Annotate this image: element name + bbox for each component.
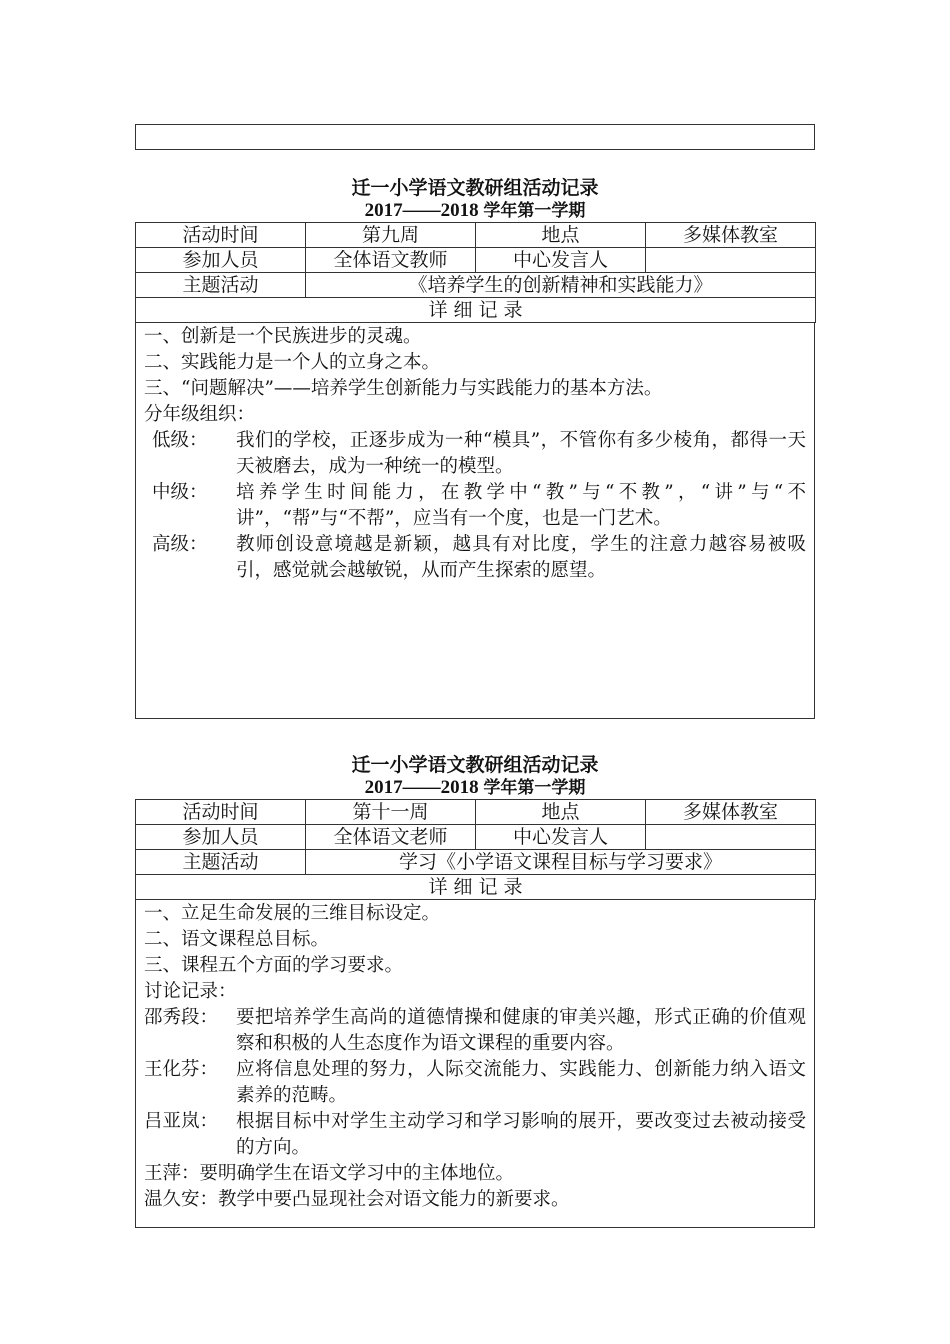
top-empty-box (135, 124, 815, 150)
speaker-name: 王萍： (144, 1163, 200, 1184)
speaker-label: 中心发言人 (476, 825, 646, 850)
record-term (135, 777, 815, 799)
speaker-label: 中心发言人 (476, 248, 646, 273)
people-label: 参加人员 (136, 825, 306, 850)
info-table (135, 222, 816, 323)
time-label: 活动时间 (136, 223, 306, 248)
place-value: 多媒体教室 (646, 800, 816, 825)
detail-body (135, 900, 815, 1228)
term-text: 学年第一学期 (483, 778, 586, 798)
speaker-name: 王化芬： (144, 1059, 219, 1080)
grade-text: 我们的学校，正逐步成为一种“模具”，不管你有多少棱角，都得一天天被磨去，成为一种统一的模型。 (236, 430, 806, 477)
detail-line: 三、课程五个方面的学习要求。 (144, 955, 404, 976)
term-text: 学年第一学期 (483, 201, 586, 221)
topic-label: 主题活动 (136, 850, 306, 875)
record-title: 迁一小学语文教研组活动记录 (351, 177, 599, 199)
speaker-text: 要把培养学生高尚的道德情操和健康的审美兴趣，形式正确的价值观察和积极的人生态度作为语文课程的重要内容。 (236, 1007, 806, 1054)
record-term (135, 200, 815, 222)
grade-entry-high (144, 532, 806, 584)
record-title: 迁一小学语文教研组活动记录 (351, 754, 599, 776)
discussion-entry (144, 1161, 806, 1187)
grade-text: 教师创设意境越是新颖，越具有对比度，学生的注意力越容易被吸引，感觉就会越敏锐，从而产生探索的愿望。 (236, 534, 806, 581)
info-table (135, 799, 816, 900)
speaker-text: 根据目标中对学生主动学习和学习影响的展开，要改变过去被动接受的方向。 (236, 1111, 806, 1158)
detail-line: 二、实践能力是一个人的立身之本。 (144, 352, 441, 373)
grade-label: 中级： (152, 482, 208, 503)
detail-line: 讨论记录： (144, 981, 237, 1002)
discussion-entry (144, 1109, 806, 1161)
place-value: 多媒体教室 (646, 223, 816, 248)
discussion-entry (144, 1005, 806, 1057)
people-label: 参加人员 (136, 248, 306, 273)
speaker-text: 要明确学生在语文学习中的主体地位。 (199, 1163, 515, 1184)
detail-line: 三、“问题解决”——培养学生创新能力与实践能力的基本方法。 (144, 378, 663, 399)
people-value: 全体语文老师 (306, 825, 476, 850)
speaker-name: 温久安： (144, 1189, 219, 1210)
detail-line: 二、语文课程总目标。 (144, 929, 330, 950)
discussion-entry (144, 1187, 806, 1213)
time-value: 第十一周 (306, 800, 476, 825)
topic-label: 主题活动 (136, 273, 306, 298)
discussion-entry (144, 1057, 806, 1109)
detail-line: 一、立足生命发展的三维目标设定。 (144, 903, 441, 924)
grade-label: 高级： (152, 534, 208, 555)
detail-header: 详 细 记 录 (136, 298, 816, 323)
grade-text: 培养学生时间能力，在教学中“教”与“不教”，“讲”与“不讲”，“帮”与“不帮”，应当有一个度，也是一门艺术。 (236, 482, 806, 529)
grade-entry-mid (144, 480, 806, 532)
topic-value: 《培养学生的创新精神和实践能力》 (306, 273, 816, 298)
speaker-value (646, 248, 816, 273)
grade-entry-low (144, 428, 806, 480)
detail-body (135, 323, 815, 719)
speaker-name: 吕亚岚： (144, 1111, 219, 1132)
speaker-value (646, 825, 816, 850)
speaker-name: 邵秀段： (144, 1007, 219, 1028)
record-week-11 (135, 753, 815, 1228)
speaker-text: 教学中要凸显现社会对语文能力的新要求。 (218, 1189, 570, 1210)
topic-value: 学习《小学语文课程目标与学习要求》 (306, 850, 816, 875)
detail-line: 分年级组织： (144, 404, 256, 425)
time-label: 活动时间 (136, 800, 306, 825)
record-week-9 (135, 176, 815, 719)
detail-header: 详 细 记 录 (136, 875, 816, 900)
people-value: 全体语文教师 (306, 248, 476, 273)
place-label: 地点 (476, 223, 646, 248)
detail-line: 一、创新是一个民族进步的灵魂。 (144, 326, 422, 347)
place-label: 地点 (476, 800, 646, 825)
speaker-text: 应将信息处理的努力，人际交流能力、实践能力、创新能力纳入语文素养的范畴。 (236, 1059, 806, 1106)
time-value: 第九周 (306, 223, 476, 248)
term-years: 2017——2018 (364, 200, 479, 221)
grade-label: 低级： (152, 430, 208, 451)
term-years: 2017——2018 (364, 777, 479, 798)
